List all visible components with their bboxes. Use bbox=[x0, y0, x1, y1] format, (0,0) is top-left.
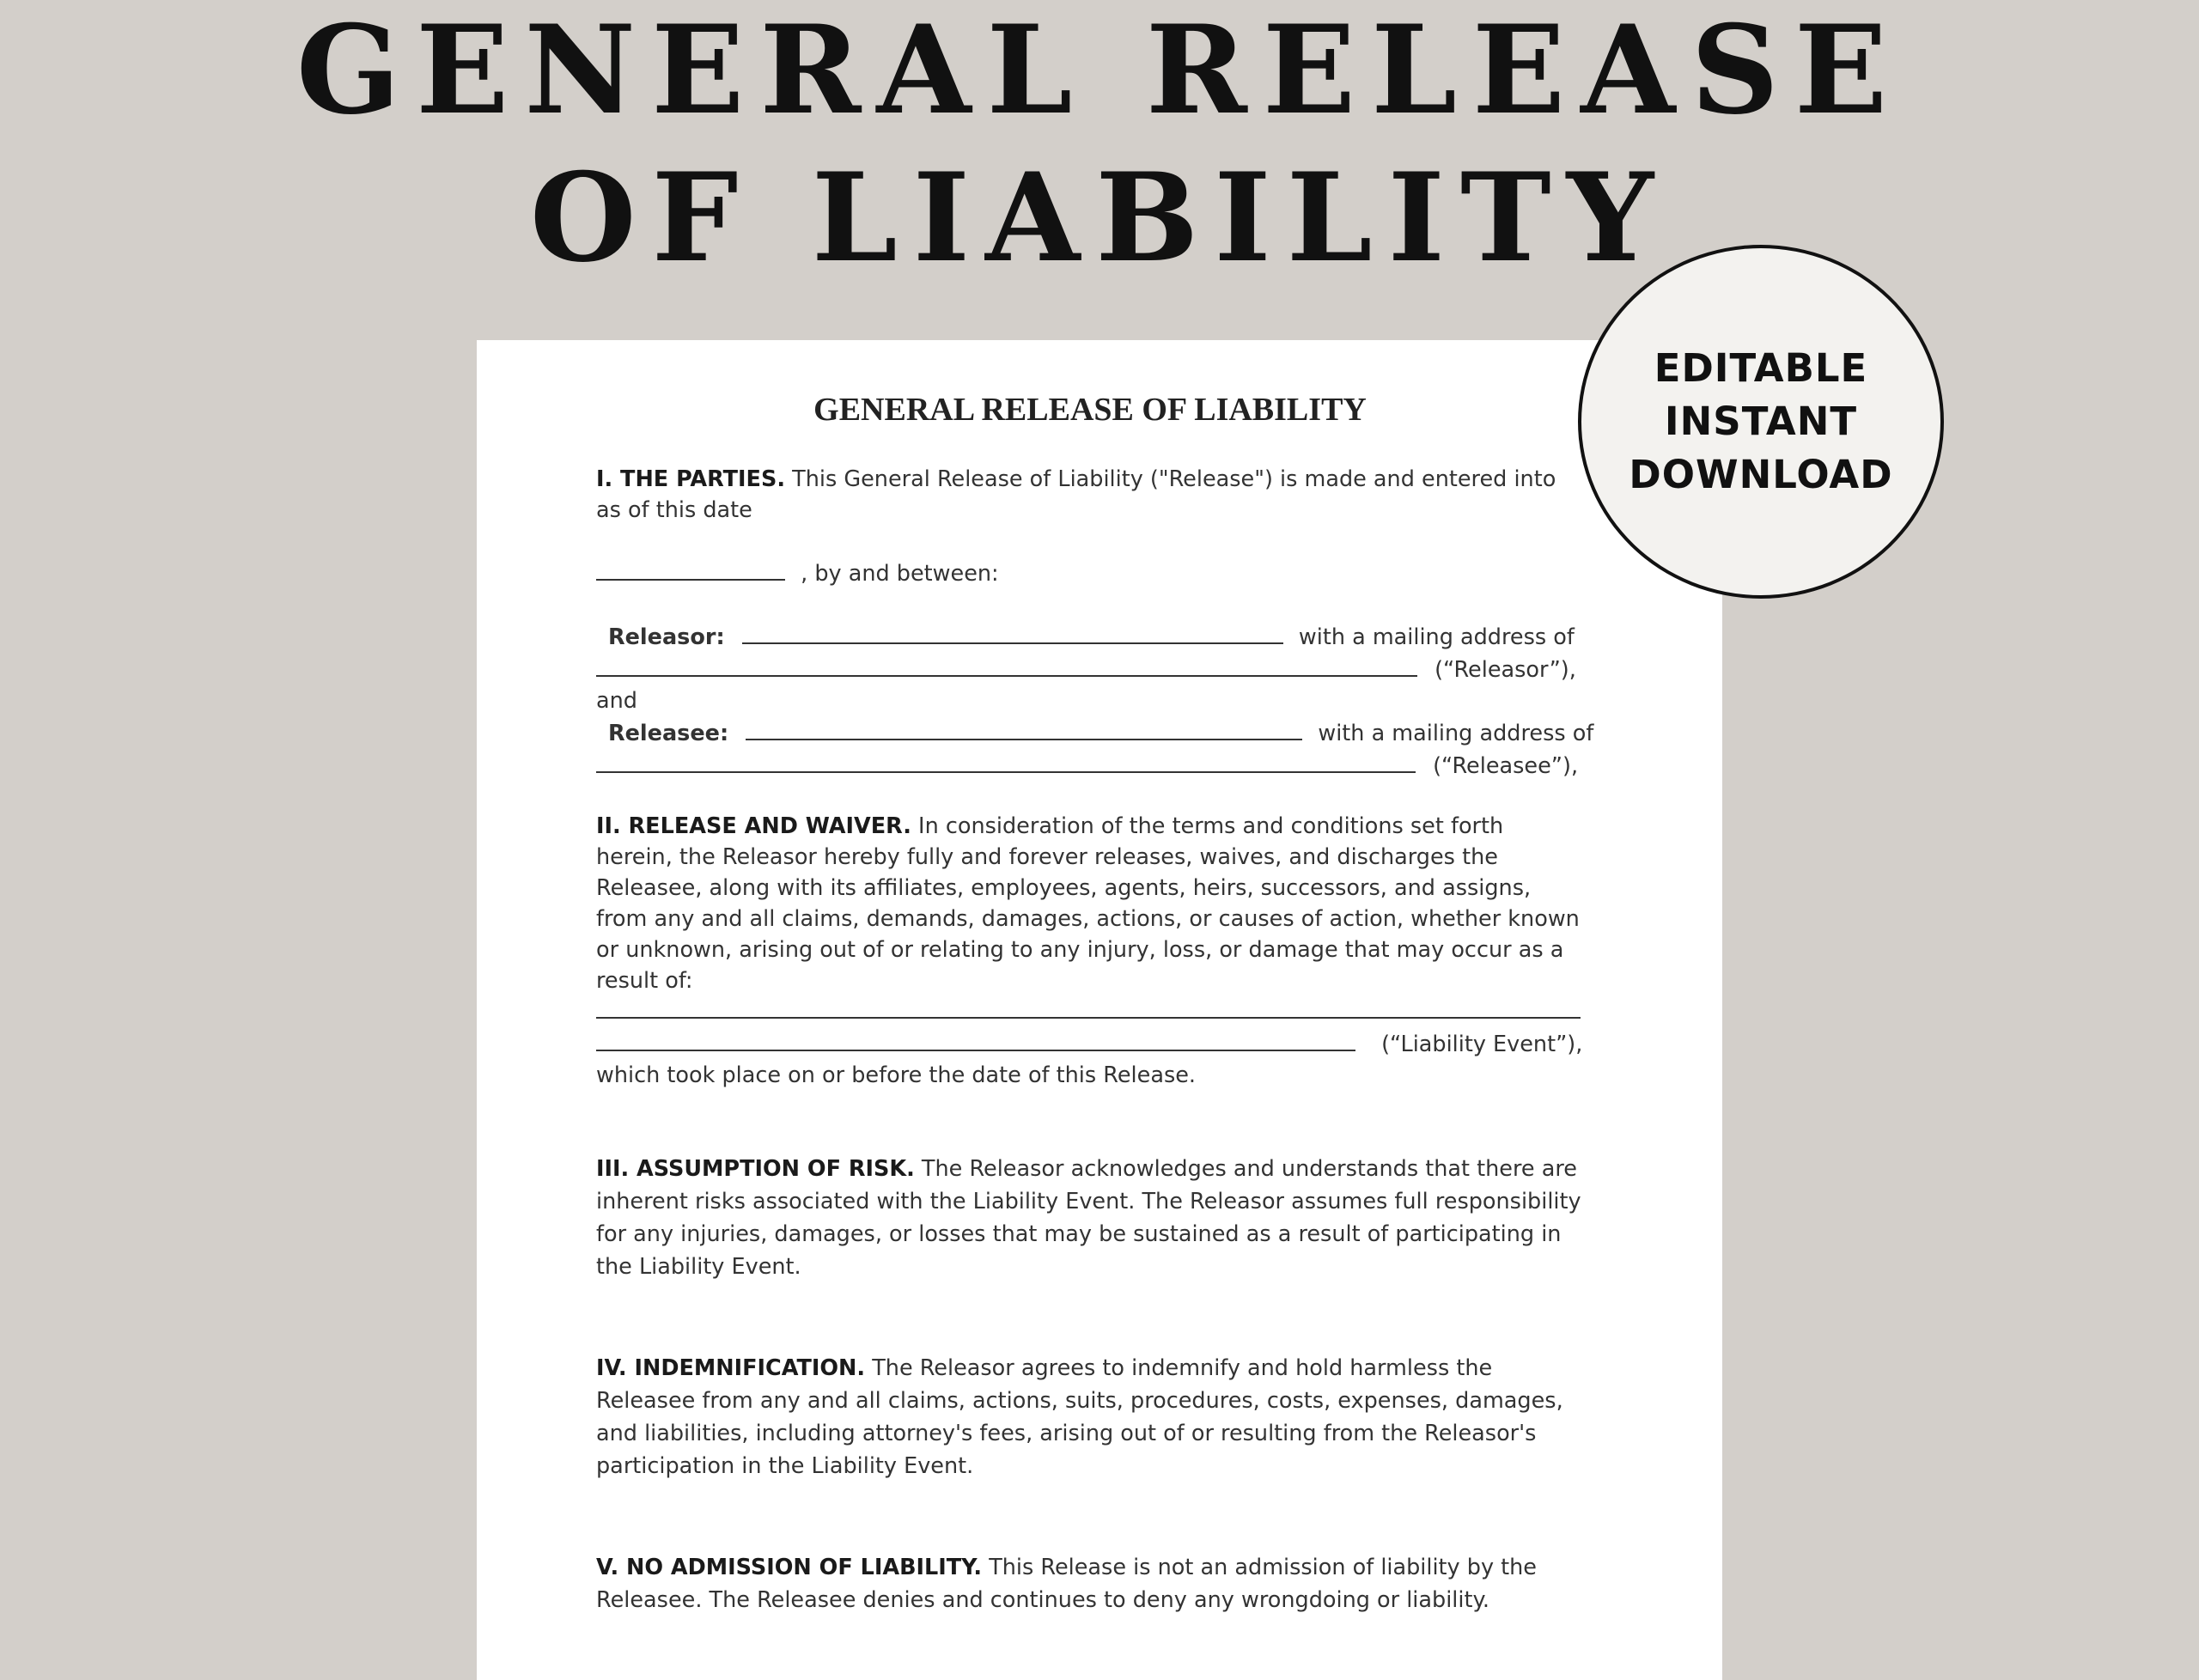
document-body bbox=[596, 392, 1594, 1616]
event-tag-row bbox=[596, 1027, 1584, 1060]
releasor-address-row bbox=[596, 653, 1584, 685]
badge-line-2: INSTANT bbox=[1664, 399, 1858, 444]
hero-title-line-1: GENERAL RELEASE bbox=[295, 0, 1904, 142]
event-line-row bbox=[596, 995, 1584, 1027]
releasee-name-blank[interactable] bbox=[746, 716, 1302, 740]
date-row bbox=[596, 557, 1584, 589]
badge-line-3: DOWNLOAD bbox=[1629, 452, 1893, 497]
mailing-address-text: with a mailing address of bbox=[1298, 624, 1575, 650]
badge-line-1: EDITABLE bbox=[1654, 345, 1868, 391]
section-heading: IV. INDEMNIFICATION. bbox=[596, 1355, 866, 1381]
hero-title-line-2: OF LIABILITY bbox=[529, 147, 1670, 289]
editable-download-badge bbox=[1578, 245, 1944, 599]
date-blank[interactable] bbox=[596, 557, 785, 581]
section-assumption-of-risk bbox=[596, 1153, 1584, 1283]
section-text: This General Release of Liability ("Release") is made and entered into as of this date bbox=[596, 466, 1556, 523]
section-text: In consideration of the terms and conditions set forth herein, the Releasor hereby fully and forever releases, waives, and discharges the Releasee, along with its affiliates, employees, agents, heirs, successors, and assigns, from any and all claims, demands, damages, actions, or causes of action, whether known or unknown, arising out of or relating to any injury, loss, or damage that may occur as a result of: bbox=[596, 813, 1580, 994]
section-text: The Releasor agrees to indemnify and hold harmless the Releasee from any and all claims, actions, suits, procedures, costs, expenses, damages, and liabilities, including attorney's fees, arising out of or resulting from the Releasor's participation in the Liability Event. bbox=[596, 1355, 1563, 1479]
section-heading: V. NO ADMISSION OF LIABILITY. bbox=[596, 1555, 983, 1580]
section-parties bbox=[596, 464, 1584, 526]
releasor-tag: (“Releasor”), bbox=[1435, 657, 1576, 683]
section-indemnification bbox=[596, 1352, 1584, 1482]
section-heading: III. ASSUMPTION OF RISK. bbox=[596, 1156, 915, 1182]
releasee-address-row bbox=[596, 749, 1584, 782]
mailing-address-text: with a mailing address of bbox=[1318, 721, 1594, 746]
document-title: GENERAL RELEASE OF LIABILITY bbox=[813, 392, 1367, 428]
document-page bbox=[477, 340, 1722, 1680]
section-heading: II. RELEASE AND WAIVER. bbox=[596, 813, 911, 839]
releasor-row bbox=[596, 620, 1584, 653]
by-between-text: , by and between: bbox=[801, 561, 999, 587]
releasor-address-blank[interactable] bbox=[596, 653, 1417, 677]
event-description-blank[interactable] bbox=[596, 995, 1581, 1019]
liability-event-tag: (“Liability Event”), bbox=[1381, 1032, 1583, 1057]
hero-title bbox=[0, 0, 2199, 292]
section-heading: I. THE PARTIES. bbox=[596, 466, 786, 492]
and-row: and bbox=[596, 688, 637, 714]
release-after-text: which took place on or before the date of this Release. bbox=[596, 1062, 1197, 1088]
event-description-blank-2[interactable] bbox=[596, 1027, 1355, 1051]
releasor-label: Releasor: bbox=[608, 624, 725, 650]
section-no-admission bbox=[596, 1551, 1584, 1616]
releasor-name-blank[interactable] bbox=[742, 620, 1283, 644]
section-text: The Releasor acknowledges and understands that there are inherent risks associated with the Liability Event. The Releasor assumes full responsibility for any injuries, damages, or losses that may be sustained as a result of participating in the Liability Event. bbox=[596, 1156, 1581, 1280]
section-release bbox=[596, 811, 1584, 996]
section-text: This Release is not an admission of liability by the Releasee. The Releasee denies and continues to deny any wrongdoing or liability. bbox=[596, 1555, 1537, 1613]
releasee-label: Releasee: bbox=[608, 721, 729, 746]
releasee-tag: (“Releasee”), bbox=[1433, 753, 1579, 779]
releasee-address-blank[interactable] bbox=[596, 749, 1416, 773]
releasee-row bbox=[596, 716, 1594, 749]
